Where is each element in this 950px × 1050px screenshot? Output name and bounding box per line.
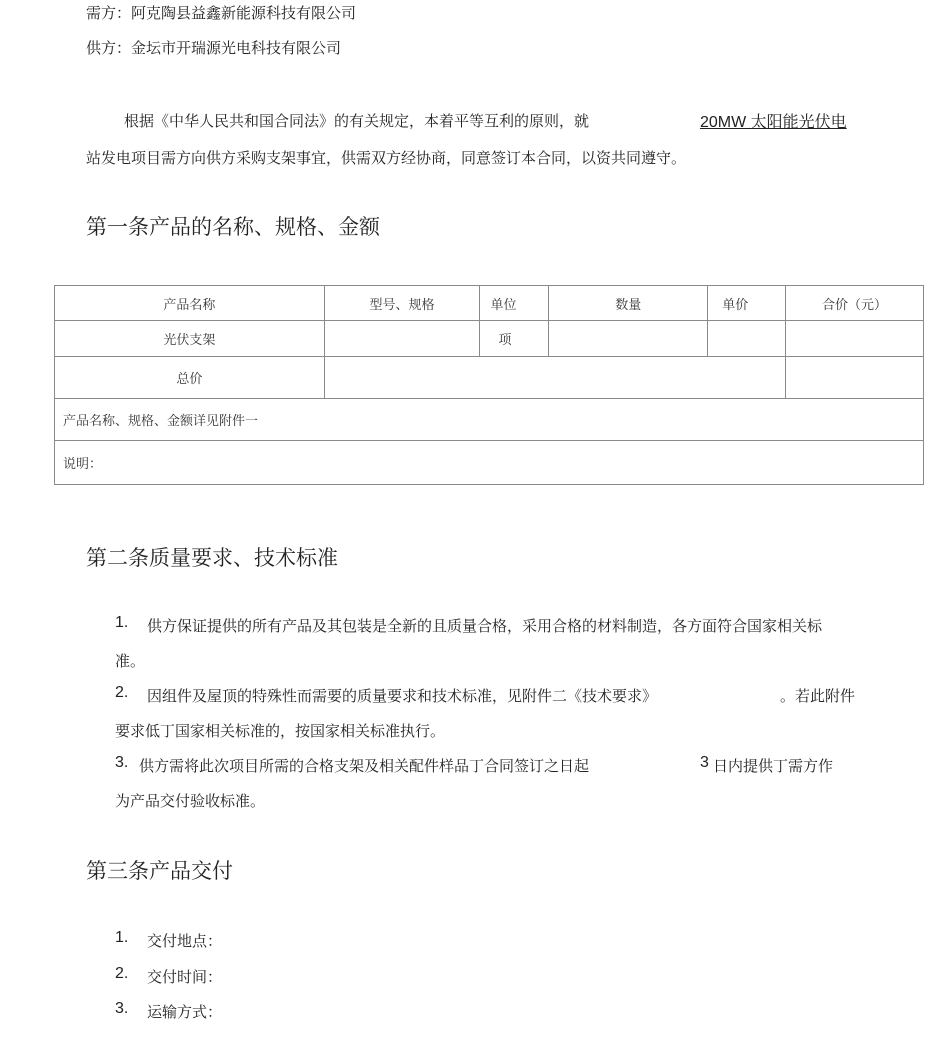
intro-text-a: 根据《中华人民共和国合同法》的有关规定，本着平等互利的原则，就: [124, 112, 590, 130]
detail-note: 产品名称、规格、金额详见附件一: [55, 399, 924, 441]
quality-item-3-line2: 为产品交付验收标准。: [115, 792, 266, 810]
article3-heading: 第三条产品交付: [86, 859, 233, 883]
article1-heading: 第一条产品的名称、规格、金额: [86, 215, 380, 239]
quality-item-3-line1a: 供方需将此次项目所需的合格支架及相关配件样品丁合同签订之日起: [139, 757, 590, 775]
quality-item-1-line1: 供方保证提供的所有产品及其包装是全新的且质量合格，采用合格的材料制造，各方面符合国家相关标: [147, 617, 823, 635]
table-total-row: [55, 357, 924, 399]
total-value-cell: [786, 357, 924, 399]
quality-item-2-line1b: 。若此附件: [780, 687, 856, 705]
remarks-label: 说明：: [55, 441, 924, 485]
total-label: 总价: [55, 357, 325, 399]
transport-method-label: 运输方式：: [147, 1003, 223, 1021]
supplier-line: 供方：金坛市开瑞源光电科技有限公司: [86, 39, 342, 57]
cell-unit-price: [708, 321, 786, 357]
delivery-time-label: 交付时间：: [147, 968, 223, 986]
table-note-row: [55, 399, 924, 441]
item-number: 1.: [115, 929, 129, 946]
product-table: [54, 285, 924, 485]
article2-heading: 第二条质量要求、技术标准: [86, 546, 338, 570]
project-name: 20MW 太阳能光伏电: [700, 114, 847, 131]
item-number: 3.: [115, 754, 129, 771]
cell-unit: 项: [480, 321, 549, 357]
quality-item-2-line2: 要求低丁国家相关标准的，按国家相关标准执行。: [115, 722, 446, 740]
cell-product-name: 光伏支架: [55, 321, 325, 357]
intro-text-b: 站发电项目需方向供方采购支架事宜，供需双方经协商，同意签订本合同，以资共同遵守。: [86, 149, 687, 167]
table-row: [55, 321, 924, 357]
quality-item-3-days: 3: [700, 754, 709, 771]
quality-item-3-line1b: 日内提供丁需方作: [713, 757, 834, 775]
item-number: 2.: [115, 684, 129, 701]
total-amount-cell: [324, 357, 785, 399]
item-number: 2.: [115, 965, 129, 982]
cell-model: [324, 321, 480, 357]
buyer-line: 需方：阿克陶县益鑫新能源科技有限公司: [86, 4, 357, 22]
quality-item-1-line2: 准。: [115, 652, 146, 670]
cell-quantity: [549, 321, 708, 357]
table-remarks-row: [55, 441, 924, 485]
header-model-spec: 型号、规格: [324, 286, 480, 321]
header-total-price: 合价（元）: [786, 286, 924, 321]
item-number: 1.: [115, 614, 129, 631]
quality-item-2-line1a: 因组件及屋顶的特殊性而需要的质量要求和技术标准，见附件二《技术要求》: [147, 687, 658, 705]
header-unit-price: 单价: [708, 286, 786, 321]
delivery-location-label: 交付地点：: [147, 932, 223, 950]
header-unit: 单位: [480, 286, 549, 321]
header-product-name: 产品名称: [55, 286, 325, 321]
item-number: 3.: [115, 1000, 129, 1017]
cell-total: [786, 321, 924, 357]
header-quantity: 数量: [549, 286, 708, 321]
table-header-row: [55, 286, 924, 321]
